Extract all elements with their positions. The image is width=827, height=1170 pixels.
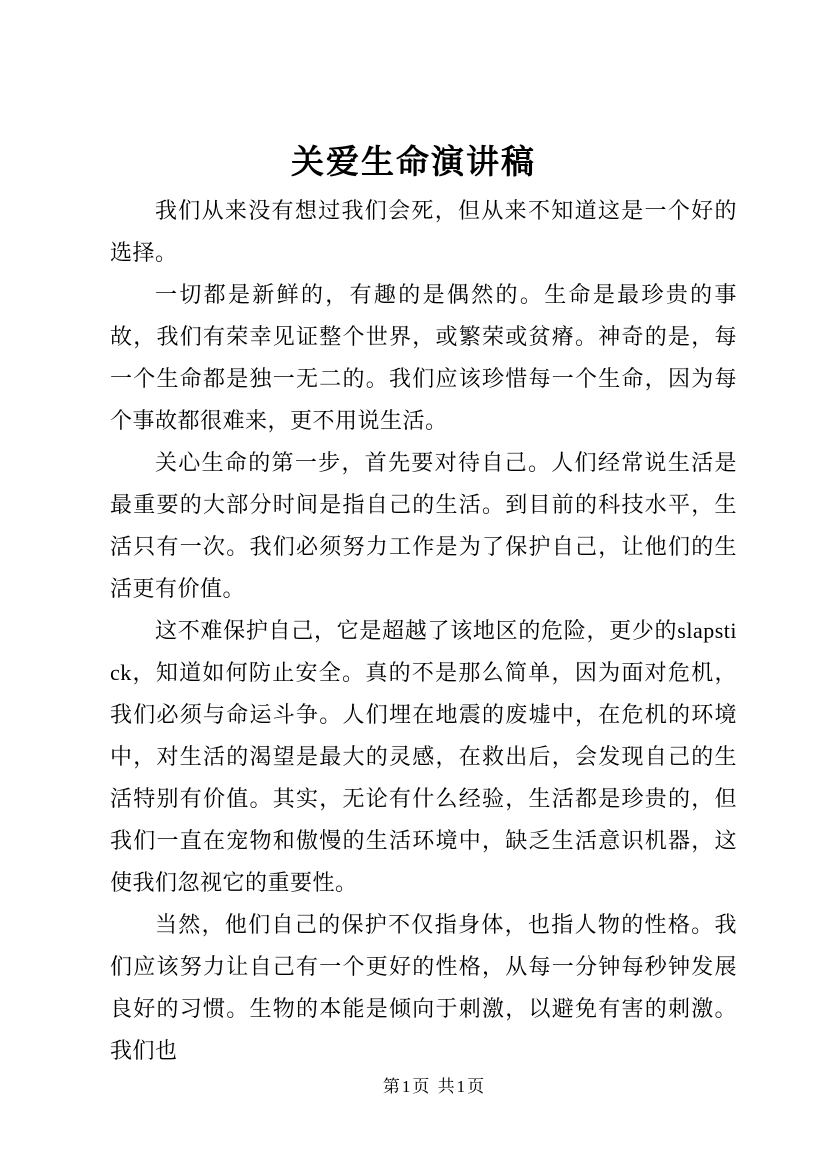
document-title: 关爱生命演讲稿 bbox=[291, 145, 536, 181]
paragraph-protect-self: 这不难保护自己，它是超越了该地区的危险，更少的slapstick，知道如何防止安全。真的不是那么简单，因为面对危机，我们必须与命运斗争。人们埋在地震的废墟中，在危机的环境中，对生活的渴望是最大的灵感，在救出后，会发现自己的生活特别有价值。其实，无论有什么经验，生活都是珍贵的，但我们一直在宠物和傲慢的生活环境中，缺乏生活意识机器，这使我们忽视它的重要性。 bbox=[110, 618, 737, 895]
page-number-footer: 第1页 共1页 bbox=[382, 1077, 487, 1096]
paragraph-first-step: 关心生命的第一步，首先要对待自己。人们经常说生活是最重要的大部分时间是指自己的生活。到目前的科技水平，生活只有一次。我们必须努力工作是为了保护自己，让他们的生活更有价值。 bbox=[110, 450, 737, 601]
paragraph-character: 当然，他们自己的保护不仅指身体，也指人物的性格。我们应该努力让自己有一个更好的性格，从每一分钟每秒钟发展良好的习惯。生物的本能是倾向于刺激，以避免有害的刺激。我们也 bbox=[110, 912, 737, 1063]
paragraph-intro: 我们从来没有想过我们会死，但从来不知道这是一个好的选择。 bbox=[110, 198, 737, 265]
paragraph-everything-new: 一切都是新鲜的，有趣的是偶然的。生命是最珍贵的事故，我们有荣幸见证整个世界，或繁荣或贫瘠。神奇的是，每一个生命都是独一无二的。我们应该珍惜每一个生命，因为每个事故都很难来，更不用说生活。 bbox=[110, 282, 737, 433]
document-body bbox=[110, 190, 737, 1072]
